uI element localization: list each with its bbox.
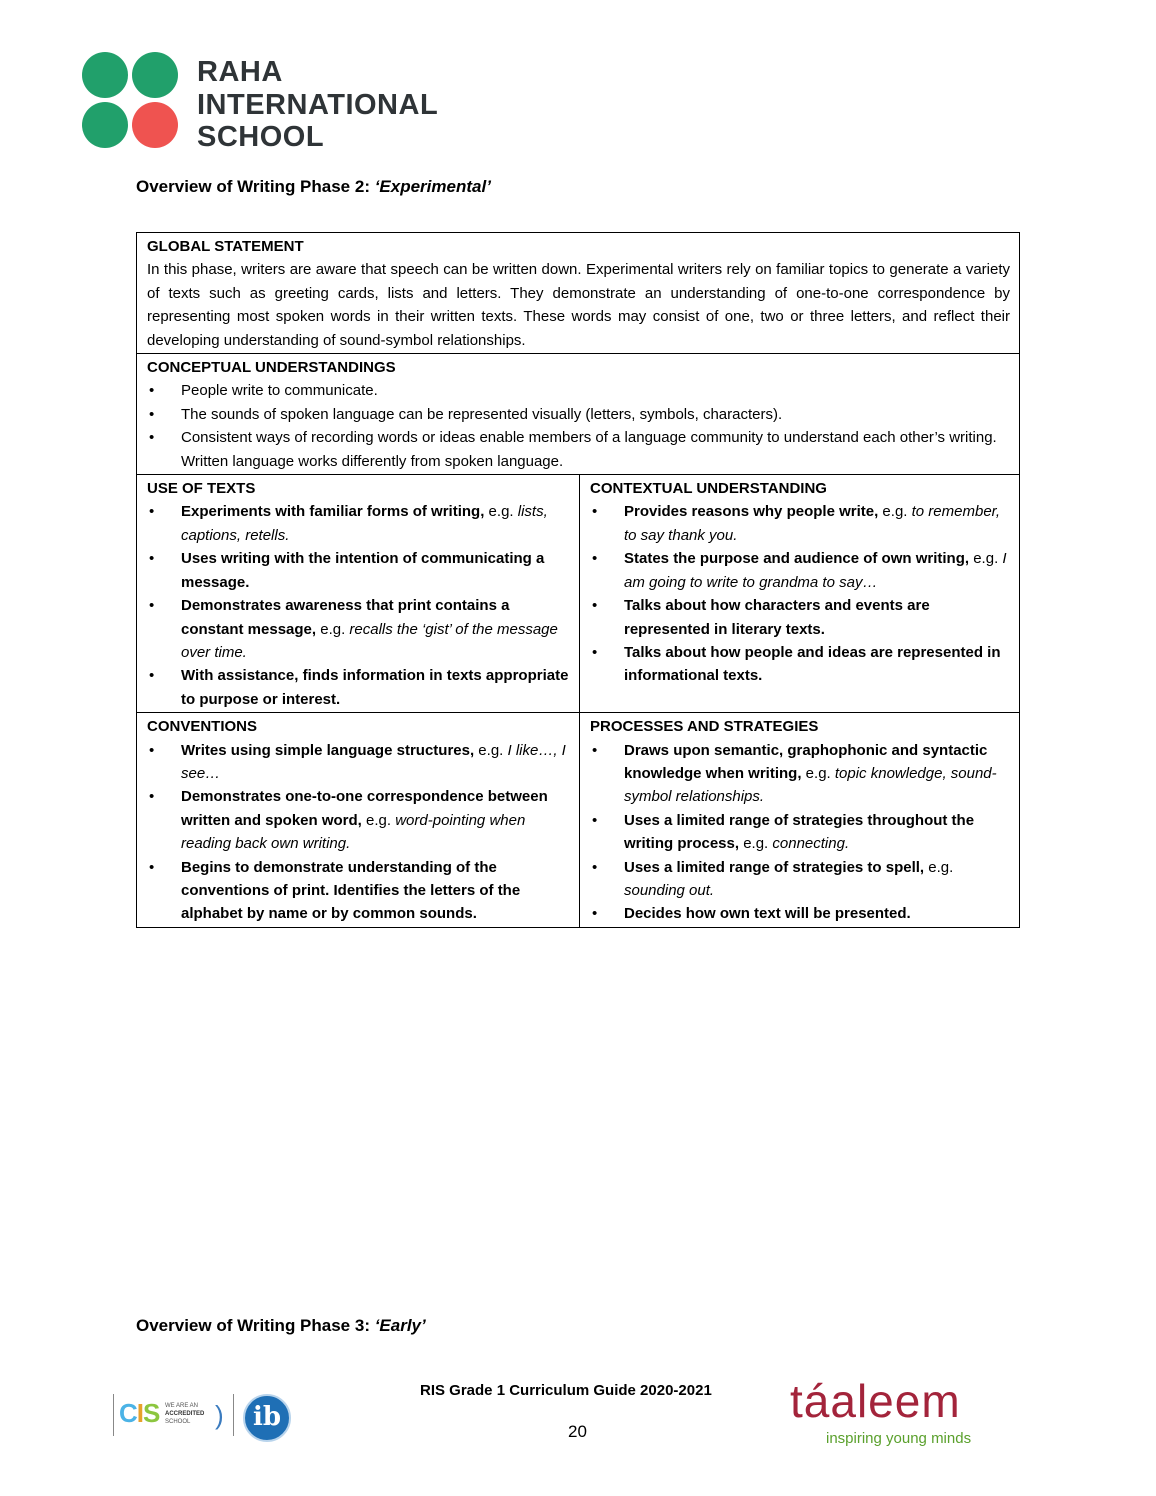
conventions-cell	[137, 713, 580, 928]
logo-line: SCHOOL	[197, 121, 325, 153]
item-bold-text: Begins to demonstrate understanding of the conventions of print. Identifies the letters of the alphabet by name or by common sounds.	[181, 858, 521, 923]
list-item	[590, 641, 1010, 688]
conceptual-cell	[137, 354, 1020, 475]
list-item	[590, 809, 1010, 856]
phase-overview-table	[136, 232, 1020, 928]
logo-line: RAHA	[197, 56, 283, 88]
section-heading: PROCESSES AND STRATEGIES	[590, 718, 819, 736]
item-bold-text: Uses a limited range of strategies throughout the writing process,	[624, 811, 975, 853]
list-item	[147, 500, 570, 547]
heading-prefix: Overview of Writing Phase 3:	[136, 1316, 375, 1335]
item-bold-text: Experiments with familiar forms of writing,	[181, 503, 485, 521]
cis-ib-accreditation-logo: CIS WE ARE AN ACCREDITED SCHOOL ) ib	[113, 1390, 293, 1440]
global-statement-cell	[137, 233, 1020, 354]
section-heading: CONTEXTUAL UNDERSTANDING	[590, 480, 827, 498]
list-item	[590, 739, 1010, 809]
item-bold-text: Demonstrates one-to-one correspondence between written and spoken word,	[181, 788, 548, 829]
list-item	[147, 739, 570, 786]
logo-dot	[132, 52, 178, 98]
heading-title: ‘Experimental’	[374, 177, 491, 196]
ib-logo: ib	[243, 1394, 291, 1442]
item-text: e.g.	[474, 741, 508, 759]
item-example-text: connecting.	[772, 835, 850, 853]
item-text: e.g.	[878, 503, 912, 521]
item-text: e.g.	[924, 858, 954, 876]
raha-school-logo	[82, 52, 482, 152]
item-text: People write to communicate.	[181, 382, 378, 400]
cis-letters: CIS	[119, 1398, 160, 1428]
item-bold-text: Uses a limited range of strategies to spell,	[624, 858, 925, 876]
heading-title: ‘Early’	[374, 1316, 426, 1335]
list-item	[147, 426, 1010, 473]
item-example-text: recalls the ‘gist’ of the message over time.	[181, 620, 558, 661]
item-bold-text: Demonstrates awareness that print contains a constant message,	[181, 597, 510, 638]
item-text: Consistent ways of recording words or ideas enable members of a language community to understand each other’s writing. Written language works differently from spoken language.	[181, 429, 997, 470]
item-example-text: topic knowledge, sound-symbol relationships.	[624, 764, 997, 806]
cis-text	[165, 1402, 204, 1426]
phase3-heading	[136, 1316, 426, 1336]
use-of-texts-cell	[137, 475, 580, 713]
contextual-list	[590, 500, 1010, 687]
heading-prefix: Overview of Writing Phase 2:	[136, 177, 375, 196]
list-item	[590, 500, 1010, 547]
section-heading: CONVENTIONS	[147, 718, 258, 736]
conventions-list	[147, 739, 570, 926]
logo-dot	[132, 102, 178, 148]
item-bold-text: Talks about how characters and events are represented in literary texts.	[624, 597, 930, 638]
item-bold-text: Draws upon semantic, graphophonic and syntactic knowledge when writing,	[624, 741, 988, 782]
item-example-text: sounding out.	[624, 881, 715, 899]
item-text: e.g.	[484, 503, 518, 521]
item-example-text: I am going to write to grandma to say…	[624, 550, 1007, 591]
phase2-heading	[136, 177, 491, 197]
footer-title: RIS Grade 1 Curriculum Guide 2020-2021	[420, 1382, 712, 1399]
item-bold-text: States the purpose and audience of own writing,	[624, 550, 970, 568]
section-heading: CONCEPTUAL UNDERSTANDINGS	[147, 359, 396, 377]
taaleem-tagline: inspiring young minds	[826, 1430, 972, 1447]
section-heading: USE OF TEXTS	[147, 480, 256, 498]
item-text: The sounds of spoken language can be represented visually (letters, symbols, characters).	[181, 405, 783, 423]
item-bold-text: Writes using simple language structures,	[181, 741, 475, 759]
taaleem-logo	[790, 1374, 1000, 1454]
item-bold-text: Uses writing with the intention of communicating a message.	[181, 550, 545, 591]
list-item	[147, 664, 570, 711]
list-item	[590, 902, 1010, 925]
logo-dot	[82, 52, 128, 98]
list-item	[147, 379, 1010, 402]
item-example-text: I like…, I see…	[181, 741, 566, 782]
cis-line: WE ARE AN	[165, 1403, 199, 1409]
item-bold-text: Decides how own text will be presented.	[624, 905, 911, 923]
list-item	[147, 856, 570, 926]
item-example-text: to remember, to say thank you.	[624, 503, 1000, 544]
logo-line: INTERNATIONAL	[197, 88, 439, 121]
item-text: e.g.	[739, 835, 773, 853]
conceptual-list	[147, 379, 1010, 473]
processes-cell	[580, 713, 1020, 928]
processes-list	[590, 739, 1010, 926]
item-bold-text: Provides reasons why people write,	[624, 503, 879, 521]
section-heading: GLOBAL STATEMENT	[147, 238, 304, 255]
logo-text	[197, 56, 438, 154]
contextual-cell	[580, 475, 1020, 713]
item-example-text: lists, captions, retells.	[181, 503, 548, 544]
taaleem-name: táaleem	[790, 1375, 961, 1427]
item-example-text: word-pointing when reading back own writing.	[181, 811, 526, 853]
list-item	[147, 785, 570, 855]
item-text: e.g.	[969, 550, 1003, 568]
item-text: e.g.	[801, 764, 835, 782]
list-item	[147, 547, 570, 594]
global-statement-text: In this phase, writers are aware that speech can be written down. Experimental writers rely on familiar topics to generate a variety of texts such as greeting cards, lists and letters. They demonstrate an understanding of one-to-one correspondence by representing most spoken words in their written texts. These words may consist of one, two or three letters, and reflect their developing understanding of sound-symbol relationships.	[147, 261, 1010, 349]
list-item	[590, 856, 1010, 903]
cis-line: ACCREDITED	[165, 1411, 205, 1417]
page-number: 20	[568, 1422, 587, 1441]
list-item	[147, 594, 570, 664]
cis-line: SCHOOL	[165, 1419, 191, 1425]
item-text: e.g.	[316, 620, 350, 638]
item-bold-text: Talks about how people and ideas are represented in informational texts.	[624, 643, 1001, 685]
logo-dot	[82, 102, 128, 148]
list-item	[590, 547, 1010, 594]
item-bold-text: With assistance, finds information in texts appropriate to purpose or interest.	[181, 667, 569, 708]
item-text: e.g.	[361, 811, 396, 829]
list-item	[590, 594, 1010, 641]
list-item	[147, 403, 1010, 426]
use-of-texts-list	[147, 500, 570, 711]
